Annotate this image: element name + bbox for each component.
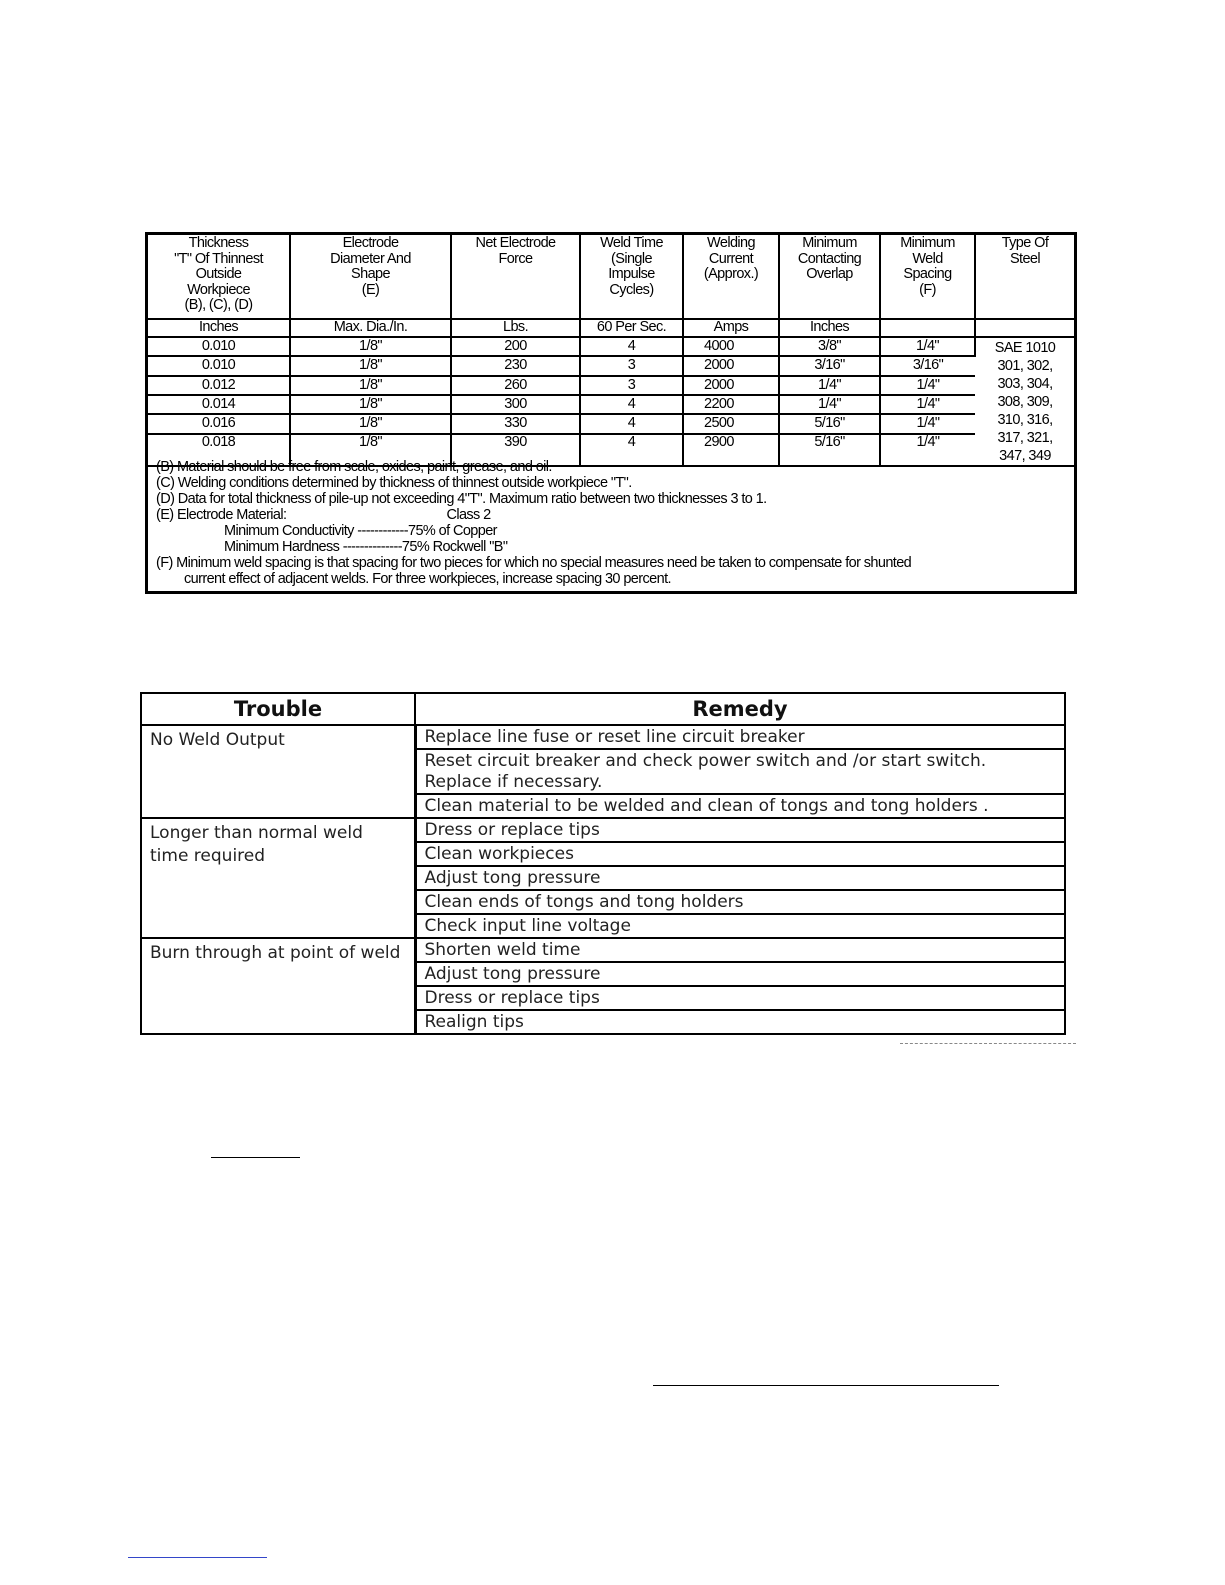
note-d: (D) Data for total thickness of pile-up not exceeding 4"T". Maximum ratio between two thicknesses 3 to 1. xyxy=(156,491,767,507)
note-e xyxy=(156,507,1066,523)
spec-cell: 1/8" xyxy=(290,376,451,395)
steel-type: 310, 316, xyxy=(997,412,1053,428)
spec-cell: 390 xyxy=(451,434,580,466)
trouble-row xyxy=(141,818,1065,842)
spec-cell: 1/8" xyxy=(290,356,451,375)
faint-line xyxy=(900,1043,1076,1044)
header-steel-type xyxy=(975,235,1074,319)
spec-cell: 1/4" xyxy=(880,337,975,356)
remedy-cell: Replace line fuse or reset line circuit breaker xyxy=(415,725,1065,749)
trouble-cell: Burn through at point of weld xyxy=(141,938,415,1034)
unit-cell: Inches xyxy=(779,319,880,337)
remedy-cell: Shorten weld time xyxy=(415,938,1065,962)
unit-cell: Inches xyxy=(148,319,290,337)
spec-cell: 2500 xyxy=(683,414,779,433)
steel-type: 301, 302, xyxy=(997,358,1053,374)
spec-cell: 200 xyxy=(451,337,580,356)
spec-cell: 1/8" xyxy=(290,414,451,433)
header-line: Force xyxy=(498,250,533,267)
header-overlap xyxy=(779,235,880,319)
troubleshooting-table xyxy=(140,692,1066,1035)
header-line: Welding xyxy=(707,235,755,251)
header-current xyxy=(683,235,779,319)
spec-cell: 1/8" xyxy=(290,395,451,414)
header-line: Thickness xyxy=(188,235,249,251)
spec-cell: 1/4" xyxy=(880,395,975,414)
trouble-cell: No Weld Output xyxy=(141,725,415,818)
header-line: Impulse xyxy=(608,266,655,282)
spec-cell: 4 xyxy=(580,337,683,356)
remedy-cell: Reset circuit breaker and check power switch and /or start switch. Replace if necessary. xyxy=(415,749,1065,794)
remedy-cell: Check input line voltage xyxy=(415,914,1065,938)
spec-table-grid xyxy=(148,235,1074,467)
note-e-class: Class 2 xyxy=(446,507,491,523)
spec-cell: 0.012 xyxy=(148,376,290,395)
spec-notes xyxy=(156,459,1066,587)
unit-cell: Amps xyxy=(683,319,779,337)
header-line: (E) xyxy=(361,281,380,298)
header-line: (Single xyxy=(611,250,652,267)
header-electrode xyxy=(290,235,451,319)
header-line: (B), (C), (D) xyxy=(184,297,253,313)
header-line: Weld xyxy=(912,250,943,267)
remedy-cell: Adjust tong pressure xyxy=(415,866,1065,890)
trouble-cell: Longer than normal weld time required xyxy=(141,818,415,938)
unit-cell: Lbs. xyxy=(451,319,580,337)
trouble-header: Trouble xyxy=(141,693,415,725)
spec-cell: 1/4" xyxy=(880,376,975,395)
header-weld-time xyxy=(580,235,683,319)
header-line: Overlap xyxy=(806,266,853,282)
header-line: Diameter And xyxy=(330,250,411,267)
steel-type: 347, 349 xyxy=(999,448,1051,464)
trouble-row xyxy=(141,938,1065,962)
spec-cell: 1/4" xyxy=(880,414,975,433)
spec-cell: 0.018 xyxy=(148,434,290,466)
spec-cell: 5/16" xyxy=(779,434,880,466)
spec-cell: 4 xyxy=(580,395,683,414)
header-line: Workpiece xyxy=(187,281,250,298)
spec-cell: 4 xyxy=(580,434,683,466)
trouble-header-row xyxy=(141,693,1065,725)
remedy-cell: Clean ends of tongs and tong holders xyxy=(415,890,1065,914)
spec-cell: 3 xyxy=(580,356,683,375)
header-line: Net Electrode xyxy=(475,235,556,251)
header-line: Minimum xyxy=(802,235,857,251)
remedy-cell: Clean workpieces xyxy=(415,842,1065,866)
header-line: Spacing xyxy=(903,266,952,282)
spec-cell: 230 xyxy=(451,356,580,375)
trouble-rows xyxy=(141,725,1065,1034)
unit-cell: 60 Per Sec. xyxy=(580,319,683,337)
header-line: Cycles) xyxy=(609,281,654,298)
spec-cell: 2000 xyxy=(683,376,779,395)
note-e-hardness: Minimum Hardness --------------75% Rockwell "B" xyxy=(224,539,508,555)
spec-cell: 5/16" xyxy=(779,414,880,433)
steel-type-cell xyxy=(975,337,1074,466)
note-e-label: (E) Electrode Material: xyxy=(156,507,287,523)
remedy-header: Remedy xyxy=(415,693,1065,725)
header-line: Type Of xyxy=(1001,235,1049,251)
spec-cell: 1/4" xyxy=(779,395,880,414)
blank-line xyxy=(211,1157,300,1158)
steel-type: 303, 304, xyxy=(997,376,1053,392)
remedy-cell: Realign tips xyxy=(415,1010,1065,1034)
spec-cell: 3/16" xyxy=(779,356,880,375)
spec-header-row xyxy=(148,235,1074,319)
remedy-cell: Adjust tong pressure xyxy=(415,962,1065,986)
spec-cell: 1/4" xyxy=(779,376,880,395)
blank-line xyxy=(653,1385,999,1386)
header-line: "T" Of Thinnest xyxy=(174,250,263,267)
header-line: Contacting xyxy=(797,250,862,267)
unit-cell xyxy=(880,319,975,337)
trouble-row xyxy=(141,725,1065,749)
unit-cell: Max. Dia./In. xyxy=(290,319,451,337)
spec-row xyxy=(148,395,1074,414)
spec-cell: 0.014 xyxy=(148,395,290,414)
note-f-cont: current effect of adjacent welds. For three workpieces, increase spacing 30 percent. xyxy=(184,571,671,587)
header-line: Minimum xyxy=(900,235,955,251)
header-spacing xyxy=(880,235,975,319)
spec-cell: 4000 xyxy=(683,337,779,356)
spec-cell: 0.010 xyxy=(148,337,290,356)
spec-cell: 3/16" xyxy=(880,356,975,375)
spec-data-rows xyxy=(148,337,1074,466)
note-e-conductivity: Minimum Conductivity ------------75% of Copper xyxy=(224,523,497,539)
spec-row xyxy=(148,337,1074,356)
spec-cell: 300 xyxy=(451,395,580,414)
spec-cell: 0.016 xyxy=(148,414,290,433)
spec-cell: 3 xyxy=(580,376,683,395)
spec-cell: 1/8" xyxy=(290,337,451,356)
spec-row xyxy=(148,376,1074,395)
spec-cell: 3/8" xyxy=(779,337,880,356)
header-line: Current xyxy=(708,250,754,267)
remedy-cell: Dress or replace tips xyxy=(415,818,1065,842)
spec-cell: 2000 xyxy=(683,356,779,375)
header-line: Outside xyxy=(195,266,242,282)
spec-cell: 1/8" xyxy=(290,434,451,466)
note-b: (B) Material should be free from scale, oxides, paint, grease, and oil. xyxy=(156,459,552,475)
spec-cell: 2200 xyxy=(683,395,779,414)
spec-cell: 2900 xyxy=(683,434,779,466)
header-line: Weld Time xyxy=(600,235,663,251)
header-line: (F) xyxy=(919,281,936,298)
header-thickness xyxy=(148,235,290,319)
spec-row xyxy=(148,356,1074,375)
welding-spec-table xyxy=(145,232,1077,594)
remedy-cell: Dress or replace tips xyxy=(415,986,1065,1010)
steel-type: SAE 1010 xyxy=(994,340,1056,356)
header-line: Electrode xyxy=(342,235,399,251)
steel-type: 308, 309, xyxy=(997,394,1053,410)
header-force xyxy=(451,235,580,319)
header-line: (Approx.) xyxy=(703,266,759,282)
note-f: (F) Minimum weld spacing is that spacing for two pieces for which no special measures need be taken to compensate for shunted xyxy=(156,555,912,571)
remedy-cell: Clean material to be welded and clean of tongs and tong holders . xyxy=(415,794,1065,818)
header-line: Shape xyxy=(351,266,390,282)
spec-cell: 0.010 xyxy=(148,356,290,375)
spec-cell: 260 xyxy=(451,376,580,395)
spec-cell: 4 xyxy=(580,414,683,433)
spec-cell: 1/4" xyxy=(880,434,975,466)
note-c: (C) Welding conditions determined by thickness of thinnest outside workpiece "T". xyxy=(156,475,632,491)
spec-cell: 330 xyxy=(451,414,580,433)
unit-cell xyxy=(975,319,1074,337)
blank-link-line xyxy=(128,1557,267,1558)
header-line: Steel xyxy=(1009,250,1041,267)
steel-type: 317, 321, xyxy=(997,430,1053,446)
units-row xyxy=(148,319,1074,337)
spec-row xyxy=(148,414,1074,433)
